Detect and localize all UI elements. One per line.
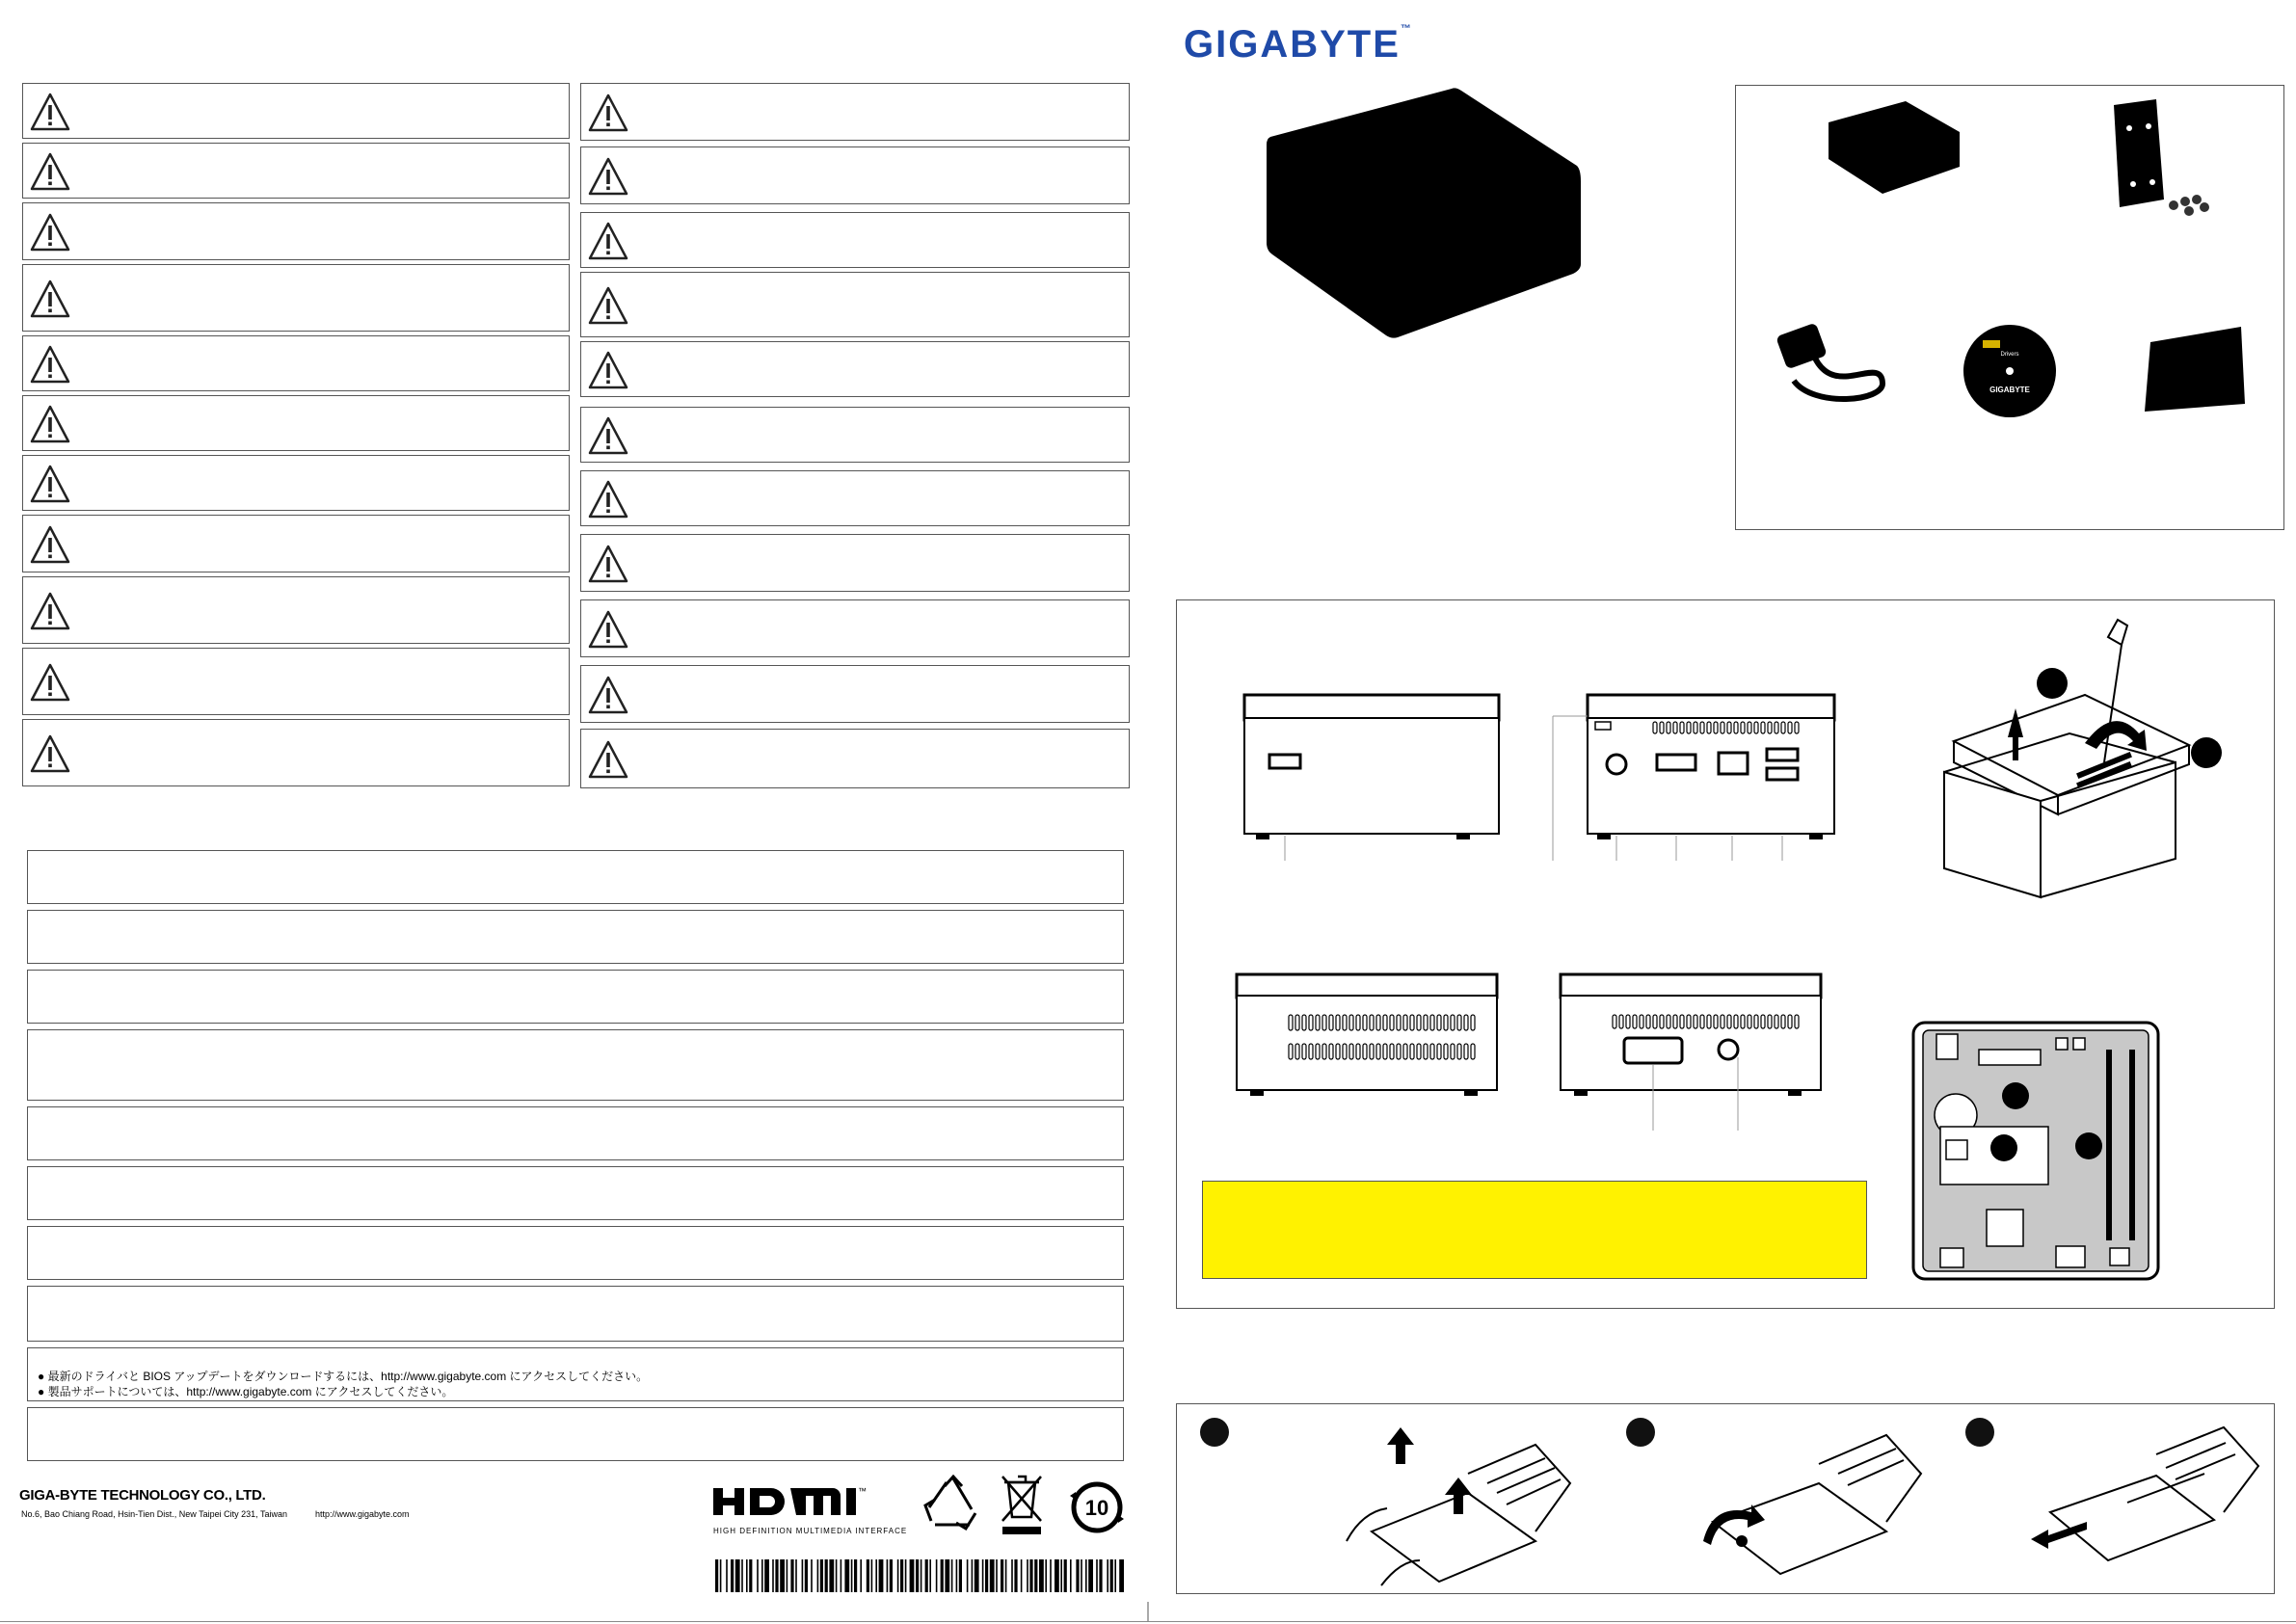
vent-slot (1694, 1015, 1697, 1028)
vent-slot (1383, 1044, 1387, 1059)
barcode-bar (1027, 1559, 1028, 1592)
vent-slot (1680, 1015, 1684, 1028)
vent-slot (1768, 1015, 1772, 1028)
warning-triangle-icon (29, 591, 71, 631)
barcode-bar (731, 1559, 734, 1592)
warning-triangle-icon (587, 675, 629, 715)
warning-right-1 (580, 83, 1130, 141)
vent-slot (1673, 1015, 1677, 1028)
vent-slot (1748, 1015, 1751, 1028)
company-url: http://www.gigabyte.com (315, 1509, 410, 1519)
barcode-bar (875, 1559, 877, 1592)
vent-slot (1336, 1015, 1340, 1030)
vent-slot (1754, 722, 1758, 733)
language-box-3 (27, 970, 1124, 1024)
vent-slot (1667, 1015, 1670, 1028)
vent-slot (1336, 1044, 1340, 1059)
barcode-bar (1034, 1559, 1037, 1592)
barcode-bar (951, 1559, 953, 1592)
barcode-bar (985, 1559, 988, 1592)
warning-triangle-icon (29, 92, 71, 132)
vent-slot (1410, 1015, 1414, 1030)
vent-slot (1775, 722, 1778, 733)
vent-slot (1444, 1015, 1448, 1030)
barcode-bar (910, 1559, 915, 1592)
warning-left-6 (22, 395, 570, 451)
vent-slot (1289, 1015, 1293, 1030)
barcode-bar (936, 1559, 938, 1592)
warning-triangle-icon (29, 464, 71, 504)
language-box-japanese (27, 1347, 1124, 1401)
barcode-bar (720, 1559, 722, 1592)
vent-slot (1451, 1044, 1455, 1059)
barcode-bar (811, 1559, 813, 1592)
vent-slot (1349, 1044, 1353, 1059)
barcode-bar (1005, 1559, 1007, 1592)
step-a-illustration (1343, 1416, 1593, 1589)
vent-slot (1714, 722, 1718, 733)
vent-slot (1397, 1044, 1401, 1059)
barcode-bar (764, 1559, 769, 1592)
barcode-bar (772, 1559, 774, 1592)
barcode-bar (726, 1559, 728, 1592)
vent-slot (1646, 1015, 1650, 1028)
barcode-bar (1021, 1559, 1023, 1592)
vent-slot (1694, 722, 1697, 733)
warning-triangle-icon (29, 524, 71, 565)
gigabyte-logo (1184, 23, 1413, 67)
barcode-bar (1070, 1559, 1072, 1592)
barcode-bar (1085, 1559, 1087, 1592)
vent-slot (1613, 1015, 1616, 1028)
china-rohs-icon (1068, 1478, 1126, 1536)
barcode-bar (1096, 1559, 1098, 1592)
vent-slot (1444, 1044, 1448, 1059)
vent-slot (1775, 1015, 1778, 1028)
step-b-marker (1626, 1418, 1655, 1447)
vent-slot (1471, 1044, 1475, 1059)
warning-triangle-icon (587, 544, 629, 584)
language-box-2 (27, 910, 1124, 964)
barcode-bar (802, 1559, 804, 1592)
vent-slot (1700, 722, 1704, 733)
vent-slot (1687, 1015, 1691, 1028)
vent-slot (1700, 1015, 1704, 1028)
vent-slot (1687, 722, 1691, 733)
barcode-bar (879, 1559, 884, 1592)
barcode-bar (820, 1559, 823, 1592)
language-box-5 (27, 1106, 1124, 1160)
vent-slot (1707, 1015, 1711, 1028)
barcode-bar (956, 1559, 958, 1592)
barcode-bar (836, 1559, 838, 1592)
vent-slot (1788, 1015, 1792, 1028)
barcode-bar (945, 1559, 949, 1592)
vent-slot (1633, 1015, 1637, 1028)
barcode-bar (761, 1559, 763, 1592)
barcode-bar (787, 1559, 788, 1592)
vent-slot (1390, 1044, 1394, 1059)
step-c-marker (1965, 1418, 1994, 1447)
barcode-bar (916, 1559, 919, 1592)
vent-slot (1383, 1015, 1387, 1030)
vent-slot (1721, 1015, 1724, 1028)
language-box-1 (27, 850, 1124, 904)
step-c-illustration (2012, 1416, 2264, 1589)
warning-left-4 (22, 264, 570, 332)
barcode-bar (757, 1559, 759, 1592)
warning-left-11 (22, 719, 570, 786)
address-text: No.6, Bao Chiang Road, Hsin-Tien Dist., New Taipei City 231, Taiwan (21, 1509, 287, 1519)
vent-slot (1430, 1015, 1434, 1030)
power-adapter-icon (1775, 315, 1900, 421)
vent-slot (1322, 1015, 1326, 1030)
barcode-bar (990, 1559, 995, 1592)
company-name: GIGA-BYTE TECHNOLOGY CO., LTD. (19, 1487, 266, 1504)
warning-left-1 (22, 83, 570, 139)
warning-triangle-icon (29, 344, 71, 385)
vent-slot (1322, 1044, 1326, 1059)
hdmi-tm: ™ (858, 1486, 867, 1496)
warning-right-4 (580, 272, 1130, 337)
vent-slot (1451, 1015, 1455, 1030)
step-1-marker (2037, 668, 2068, 699)
vent-slot (1721, 722, 1724, 733)
language-box-7 (27, 1226, 1124, 1280)
vent-slot (1734, 722, 1738, 733)
vent-slot (1316, 1044, 1320, 1059)
vent-slot (1430, 1044, 1434, 1059)
rear-view (1549, 691, 1838, 861)
warning-right-2 (580, 146, 1130, 204)
vent-slot (1471, 1015, 1475, 1030)
package-contents-panel (1735, 85, 2284, 530)
barcode-bar (735, 1559, 740, 1592)
barcode-bar (887, 1559, 889, 1592)
barcode-bar (905, 1559, 907, 1592)
page-fold-line (0, 1621, 2296, 1622)
product-image (1263, 85, 1590, 343)
barcode-bar (972, 1559, 974, 1592)
warning-triangle-icon (587, 221, 629, 261)
warning-left-3 (22, 202, 570, 260)
vent-slot (1457, 1044, 1461, 1059)
barcode-bar (1110, 1559, 1113, 1592)
vent-slot (1403, 1044, 1407, 1059)
japanese-driver-text: 最新のドライバと BIOS アップデートをダウンロードするには、http://www.gigabyte.com にアクセスしてください。 (47, 1370, 649, 1383)
warning-triangle-icon (587, 285, 629, 326)
driver-disc-icon (1962, 323, 2058, 419)
barcode-bar (715, 1559, 718, 1592)
barcode-bar (959, 1559, 962, 1592)
vent-slot (1640, 1015, 1643, 1028)
barcode-bar (851, 1559, 853, 1592)
barcode-bar (941, 1559, 944, 1592)
vent-slot (1289, 1044, 1293, 1059)
language-box-4 (27, 1029, 1124, 1101)
barcode-bar (871, 1559, 873, 1592)
crossed-bin-icon (999, 1473, 1045, 1538)
barcode-bar (860, 1559, 862, 1592)
barcode-bar (1055, 1559, 1059, 1592)
vent-slot (1390, 1015, 1394, 1030)
installation-steps-panel (1176, 1403, 2275, 1594)
barcode-bar (780, 1559, 785, 1592)
vent-slot (1370, 1044, 1374, 1059)
vent-slot (1363, 1044, 1367, 1059)
warning-right-8 (580, 534, 1130, 592)
vent-slot (1653, 722, 1657, 733)
vent-slot (1376, 1015, 1380, 1030)
bullet: ● (38, 1370, 45, 1383)
barcode-bar (790, 1559, 793, 1592)
warning-right-9 (580, 599, 1130, 657)
warning-left-9 (22, 576, 570, 644)
barcode (713, 1557, 1126, 1594)
warning-left-5 (22, 335, 570, 391)
vent-slot (1619, 1015, 1623, 1028)
warning-triangle-icon (587, 156, 629, 197)
vent-slot (1741, 1015, 1745, 1028)
vent-slot (1781, 722, 1785, 733)
barcode-bar (741, 1559, 743, 1592)
barcode-bar (795, 1559, 797, 1592)
barcode-bar (844, 1559, 849, 1592)
vent-slot (1343, 1044, 1347, 1059)
company-address (21, 1509, 410, 1519)
warning-right-7 (580, 470, 1130, 526)
vent-slot (1673, 722, 1677, 733)
warning-left-10 (22, 648, 570, 715)
disassembly-illustration (1915, 618, 2233, 899)
language-box-6 (27, 1166, 1124, 1220)
barcode-bar (967, 1559, 969, 1592)
motherboard-illustration (1911, 1021, 2160, 1281)
barcode-bar (890, 1559, 893, 1592)
vent-slot (1424, 1015, 1428, 1030)
left-side-view (1235, 971, 1501, 1105)
step-a-marker (1200, 1418, 1229, 1447)
vent-slot (1370, 1015, 1374, 1030)
vent-slot (1417, 1044, 1421, 1059)
vent-slot (1302, 1044, 1306, 1059)
barcode-bar (841, 1559, 842, 1592)
vent-slot (1302, 1015, 1306, 1030)
warning-triangle-icon (29, 212, 71, 253)
slot-marker-b (1990, 1134, 2017, 1161)
vent-slot (1795, 722, 1799, 733)
vent-slot (1768, 722, 1772, 733)
warning-triangle-icon (587, 609, 629, 650)
vent-slot (1410, 1044, 1414, 1059)
barcode-bar (1029, 1559, 1032, 1592)
vent-slot (1397, 1015, 1401, 1030)
barcode-bar (974, 1559, 979, 1592)
barcode-bar (1014, 1559, 1017, 1592)
vent-slot (1761, 722, 1765, 733)
barcode-bar (900, 1559, 903, 1592)
bullet: ● (38, 1385, 45, 1398)
vent-slot (1788, 722, 1792, 733)
warning-triangle-icon (29, 733, 71, 774)
barcode-bar (996, 1559, 998, 1592)
step-2-marker (2191, 737, 2222, 768)
mini-pc-icon (1825, 99, 1965, 196)
warning-triangle-icon (587, 739, 629, 780)
barcode-bar (925, 1559, 928, 1592)
disc-title: Drivers (2000, 352, 2019, 358)
disc-brand: GIGABYTE (1989, 386, 2030, 394)
barcode-bar (897, 1559, 899, 1592)
vent-slot (1741, 722, 1745, 733)
vent-slot (1667, 722, 1670, 733)
vent-slot (1653, 1015, 1657, 1028)
step-b-illustration (1674, 1416, 1925, 1589)
barcode-bar (1064, 1559, 1067, 1592)
barcode-bar (1011, 1559, 1013, 1592)
warning-right-6 (580, 407, 1130, 463)
barcode-bar (854, 1559, 857, 1592)
vent-slot (1707, 722, 1711, 733)
barcode-bar (1107, 1559, 1108, 1592)
warning-right-3 (580, 212, 1130, 268)
language-box-10 (27, 1407, 1124, 1461)
barcode-bar (805, 1559, 808, 1592)
front-view (1242, 691, 1503, 861)
vent-slot (1309, 1015, 1313, 1030)
warning-right-5 (580, 341, 1130, 397)
warning-triangle-icon (29, 151, 71, 192)
logo-trademark: ™ (1400, 23, 1413, 35)
barcode-bar (825, 1559, 828, 1592)
barcode-bar (982, 1559, 984, 1592)
barcode-bar (829, 1559, 834, 1592)
vent-slot (1343, 1015, 1347, 1030)
warning-triangle-icon (587, 479, 629, 519)
vent-slot (1795, 1015, 1799, 1028)
barcode-bar (746, 1559, 748, 1592)
warning-triangle-icon (29, 404, 71, 444)
vent-slot (1376, 1044, 1380, 1059)
quick-guide-icon (2141, 323, 2256, 419)
warning-triangle-icon (29, 279, 71, 319)
vent-slot (1626, 1015, 1630, 1028)
notice-highlight-box (1202, 1181, 1867, 1279)
vent-slot (1660, 722, 1664, 733)
warning-triangle-icon (587, 415, 629, 456)
vent-slot (1734, 1015, 1738, 1028)
vent-slot (1309, 1044, 1313, 1059)
vent-slot (1754, 1015, 1758, 1028)
recycle-icon (923, 1475, 983, 1534)
barcode-bar (929, 1559, 931, 1592)
center-fold-line (1147, 1602, 1149, 1621)
barcode-bar (749, 1559, 752, 1592)
vent-slot (1329, 1015, 1333, 1030)
vent-slot (1727, 722, 1731, 733)
warning-right-11 (580, 729, 1130, 788)
barcode-bar (1001, 1559, 1003, 1592)
warning-left-7 (22, 455, 570, 511)
barcode-bar (817, 1559, 819, 1592)
vent-slot (1781, 1015, 1785, 1028)
warning-triangle-icon (587, 93, 629, 133)
rohs-label: 10 (1084, 1496, 1109, 1520)
product-views-panel (1176, 599, 2275, 1309)
vent-slot (1761, 1015, 1765, 1028)
barcode-bar (1119, 1559, 1124, 1592)
vent-slot (1660, 1015, 1664, 1028)
vent-slot (1464, 1044, 1468, 1059)
slot-marker-a (2002, 1082, 2029, 1109)
barcode-bar (1114, 1559, 1116, 1592)
slot-marker-c (2075, 1132, 2102, 1159)
vent-slot (1316, 1015, 1320, 1030)
language-box-8 (27, 1286, 1124, 1342)
barcode-bar (1099, 1559, 1102, 1592)
logo-text: GIGABYTE (1184, 23, 1401, 66)
vent-slot (1295, 1044, 1299, 1059)
barcode-bar (1045, 1559, 1047, 1592)
vent-slot (1464, 1015, 1468, 1030)
vent-slot (1403, 1015, 1407, 1030)
vent-slot (1424, 1044, 1428, 1059)
vent-slot (1363, 1015, 1367, 1030)
barcode-bar (1088, 1559, 1093, 1592)
barcode-bar (1076, 1559, 1079, 1592)
barcode-bar (867, 1559, 869, 1592)
japanese-support-text: 製品サポートについては、http://www.gigabyte.com にアクセスしてください。 (47, 1385, 454, 1398)
vent-slot (1295, 1015, 1299, 1030)
barcode-bar (1060, 1559, 1062, 1592)
vent-slot (1329, 1044, 1333, 1059)
vent-slot (1437, 1015, 1441, 1030)
warning-triangle-icon (29, 662, 71, 703)
vent-slot (1748, 722, 1751, 733)
vent-slot (1417, 1015, 1421, 1030)
right-side-view (1559, 971, 1825, 1131)
japanese-line-2 (38, 1383, 453, 1400)
barcode-bar (921, 1559, 922, 1592)
vent-slot (1437, 1044, 1441, 1059)
warning-right-10 (580, 665, 1130, 723)
vent-slot (1714, 1015, 1718, 1028)
barcode-bar (1039, 1559, 1044, 1592)
vent-slot (1727, 1015, 1731, 1028)
warning-left-2 (22, 143, 570, 199)
vesa-bracket-icon (2108, 99, 2224, 225)
barcode-bar (1081, 1559, 1082, 1592)
vent-slot (1349, 1015, 1353, 1030)
vent-slot (1680, 722, 1684, 733)
barcode-bar (775, 1559, 778, 1592)
warning-left-8 (22, 515, 570, 572)
vent-slot (1356, 1044, 1360, 1059)
warning-triangle-icon (587, 350, 629, 390)
hdmi-subtitle: HIGH DEFINITION MULTIMEDIA INTERFACE (713, 1527, 908, 1535)
vent-slot (1356, 1015, 1360, 1030)
vent-slot (1457, 1015, 1461, 1030)
barcode-bar (1050, 1559, 1052, 1592)
